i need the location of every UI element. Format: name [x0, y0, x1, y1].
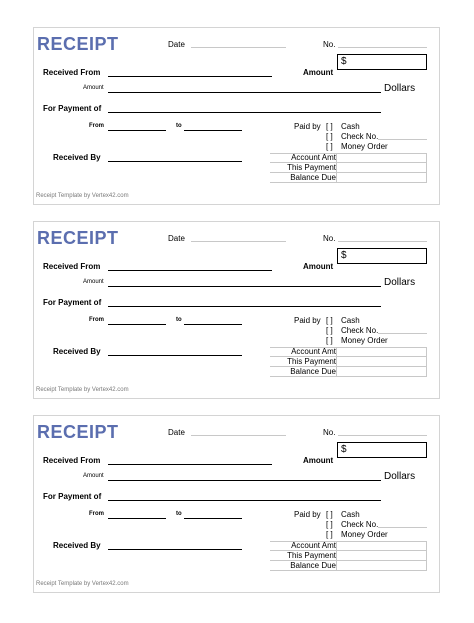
currency-symbol: $ [341, 56, 347, 67]
money-order-label: Money Order [341, 142, 388, 151]
paid-by-label: Paid by [294, 510, 321, 519]
cash-checkbox[interactable]: [ ] [326, 122, 333, 131]
dollars-label: Dollars [384, 471, 416, 482]
account-amt-row [270, 541, 427, 551]
from-field[interactable] [108, 324, 166, 325]
cash-label: Cash [341, 316, 360, 325]
check-checkbox[interactable]: [ ] [326, 326, 333, 335]
account-amt-label: Account Amt [291, 347, 336, 356]
row-divider [270, 570, 427, 571]
check-no-field[interactable] [378, 527, 427, 528]
for-payment-label: For Payment of [43, 104, 102, 113]
received-from-label: Received From [43, 456, 101, 465]
to-field[interactable] [184, 324, 242, 325]
row-divider [270, 153, 427, 154]
balance-due-row [270, 561, 427, 571]
check-label: Check No. [341, 326, 379, 335]
account-amt-row [270, 347, 427, 357]
received-by-field[interactable] [108, 549, 242, 550]
currency-symbol: $ [341, 444, 347, 455]
no-field[interactable] [338, 47, 427, 48]
balance-summary [270, 347, 427, 378]
received-by-label: Received By [53, 153, 101, 162]
from-label: From [89, 123, 104, 129]
no-field[interactable] [338, 435, 427, 436]
amount-small-label: Amount [83, 85, 104, 91]
receipt-title: RECEIPT [37, 422, 119, 442]
date-field[interactable] [191, 241, 286, 242]
from-label: From [89, 317, 104, 323]
for-payment-field[interactable] [108, 306, 381, 307]
this-payment-row [270, 551, 427, 561]
balance-summary [270, 541, 427, 572]
received-by-label: Received By [53, 347, 101, 356]
this-payment-row [270, 357, 427, 367]
receipt-title: RECEIPT [37, 34, 119, 54]
amount-small-label: Amount [83, 279, 104, 285]
amount-small-label: Amount [83, 473, 104, 479]
for-payment-label: For Payment of [43, 298, 102, 307]
amount-words-field[interactable] [108, 92, 381, 93]
this-payment-label: This Payment [287, 163, 336, 172]
money-order-label: Money Order [341, 336, 388, 345]
money-order-checkbox[interactable]: [ ] [326, 142, 333, 151]
received-from-field[interactable] [108, 76, 272, 77]
date-field[interactable] [191, 47, 286, 48]
date-label: Date [168, 234, 185, 243]
money-order-checkbox[interactable]: [ ] [326, 530, 333, 539]
footer-credit: Receipt Template by Vertex42.com [36, 581, 129, 587]
cash-checkbox[interactable]: [ ] [326, 316, 333, 325]
date-label: Date [168, 40, 185, 49]
balance-summary [270, 153, 427, 184]
for-payment-label: For Payment of [43, 492, 102, 501]
row-divider [270, 541, 427, 542]
received-by-field[interactable] [108, 161, 242, 162]
to-label: to [176, 511, 182, 517]
amount-field[interactable] [337, 442, 427, 458]
received-by-field[interactable] [108, 355, 242, 356]
from-field[interactable] [108, 130, 166, 131]
no-label: No. [323, 428, 336, 437]
receipt-title: RECEIPT [37, 228, 119, 248]
row-divider [270, 182, 427, 183]
cash-checkbox[interactable]: [ ] [326, 510, 333, 519]
balance-due-row [270, 367, 427, 377]
receipt-1 [33, 27, 440, 205]
currency-symbol: $ [341, 250, 347, 261]
no-label: No. [323, 40, 336, 49]
balance-due-label: Balance Due [290, 173, 336, 182]
date-field[interactable] [191, 435, 286, 436]
paid-by-label: Paid by [294, 316, 321, 325]
account-amt-label: Account Amt [291, 541, 336, 550]
this-payment-label: This Payment [287, 551, 336, 560]
date-label: Date [168, 428, 185, 437]
for-payment-field[interactable] [108, 500, 381, 501]
from-label: From [89, 511, 104, 517]
dollars-label: Dollars [384, 277, 416, 288]
from-field[interactable] [108, 518, 166, 519]
received-from-field[interactable] [108, 464, 272, 465]
received-from-field[interactable] [108, 270, 272, 271]
check-label: Check No. [341, 132, 379, 141]
to-label: to [176, 317, 182, 323]
amount-words-field[interactable] [108, 480, 381, 481]
dollars-label: Dollars [384, 83, 416, 94]
cash-label: Cash [341, 122, 360, 131]
receipt-3 [33, 415, 440, 593]
footer-credit: Receipt Template by Vertex42.com [36, 387, 129, 393]
this-payment-row [270, 163, 427, 173]
receipt-2 [33, 221, 440, 399]
no-label: No. [323, 234, 336, 243]
check-checkbox[interactable]: [ ] [326, 132, 333, 141]
to-label: to [176, 123, 182, 129]
paid-by-label: Paid by [294, 122, 321, 131]
account-amt-row [270, 153, 427, 163]
to-field[interactable] [184, 518, 242, 519]
money-order-label: Money Order [341, 530, 388, 539]
received-from-label: Received From [43, 262, 101, 271]
check-checkbox[interactable]: [ ] [326, 520, 333, 529]
balance-due-label: Balance Due [290, 561, 336, 570]
balance-due-row [270, 173, 427, 183]
check-no-field[interactable] [378, 139, 427, 140]
amount-label: Amount [303, 456, 334, 465]
for-payment-field[interactable] [108, 112, 381, 113]
check-label: Check No. [341, 520, 379, 529]
row-divider [270, 347, 427, 348]
received-from-label: Received From [43, 68, 101, 77]
cash-label: Cash [341, 510, 360, 519]
amount-label: Amount [303, 68, 334, 77]
amount-field[interactable] [337, 248, 427, 264]
received-by-label: Received By [53, 541, 101, 550]
amount-words-field[interactable] [108, 286, 381, 287]
to-field[interactable] [184, 130, 242, 131]
row-divider [270, 376, 427, 377]
this-payment-label: This Payment [287, 357, 336, 366]
account-amt-label: Account Amt [291, 153, 336, 162]
check-no-field[interactable] [378, 333, 427, 334]
balance-due-label: Balance Due [290, 367, 336, 376]
footer-credit: Receipt Template by Vertex42.com [36, 193, 129, 199]
money-order-checkbox[interactable]: [ ] [326, 336, 333, 345]
amount-field[interactable] [337, 54, 427, 70]
amount-label: Amount [303, 262, 334, 271]
no-field[interactable] [338, 241, 427, 242]
